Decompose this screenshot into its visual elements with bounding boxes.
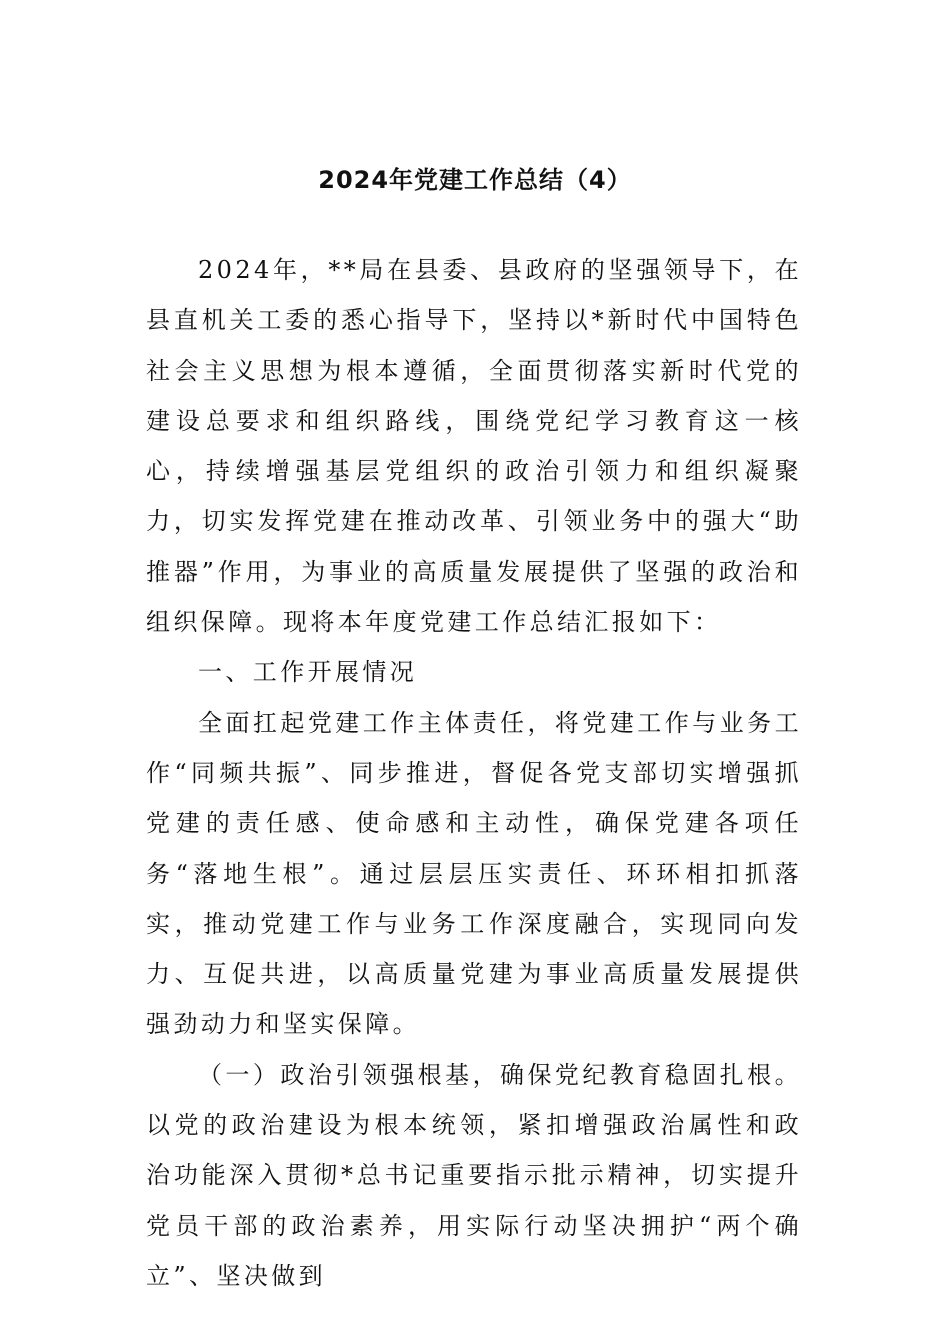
document-body [146, 245, 802, 1301]
document-title: 2024年党建工作总结（4） [318, 166, 632, 194]
section-heading: 一、工作开展情况 [198, 658, 418, 687]
subsection-paragraph: （一）政治引领强根基，确保党纪教育稳固扎根。以党的政治建设为根本统领，紧扣增强政治属性和政治功能深入贯彻*总书记重要指示批示精神，切实提升党员干部的政治素养，用实际行动坚决拥护“两个确立”、坚决做到 [146, 1060, 802, 1290]
body-paragraph: 全面扛起党建工作主体责任，将党建工作与业务工作“同频共振”、同步推进，督促各党支部切实增强抓党建的责任感、使命感和主动性，确保党建各项任务“落地生根”。通过层层压实责任、环环相扣抓落实，推动党建工作与业务工作深度融合，实现同向发力、互促共进，以高质量党建为事业高质量发展提供强劲动力和坚实保障。 [146, 708, 802, 1039]
intro-paragraph: 2024年，**局在县委、县政府的坚强领导下，在县直机关工委的悉心指导下，坚持以*新时代中国特色社会主义思想为根本遵循，全面贯彻落实新时代党的建设总要求和组织路线，围绕党纪学习教育这一核心，持续增强基层党组织的政治引领力和组织凝聚力，切实发挥党建在推动改革、引领业务中的强大“助推器”作用，为事业的高质量发展提供了坚强的政治和组织保障。现将本年度党建工作总结汇报如下： [146, 256, 802, 637]
